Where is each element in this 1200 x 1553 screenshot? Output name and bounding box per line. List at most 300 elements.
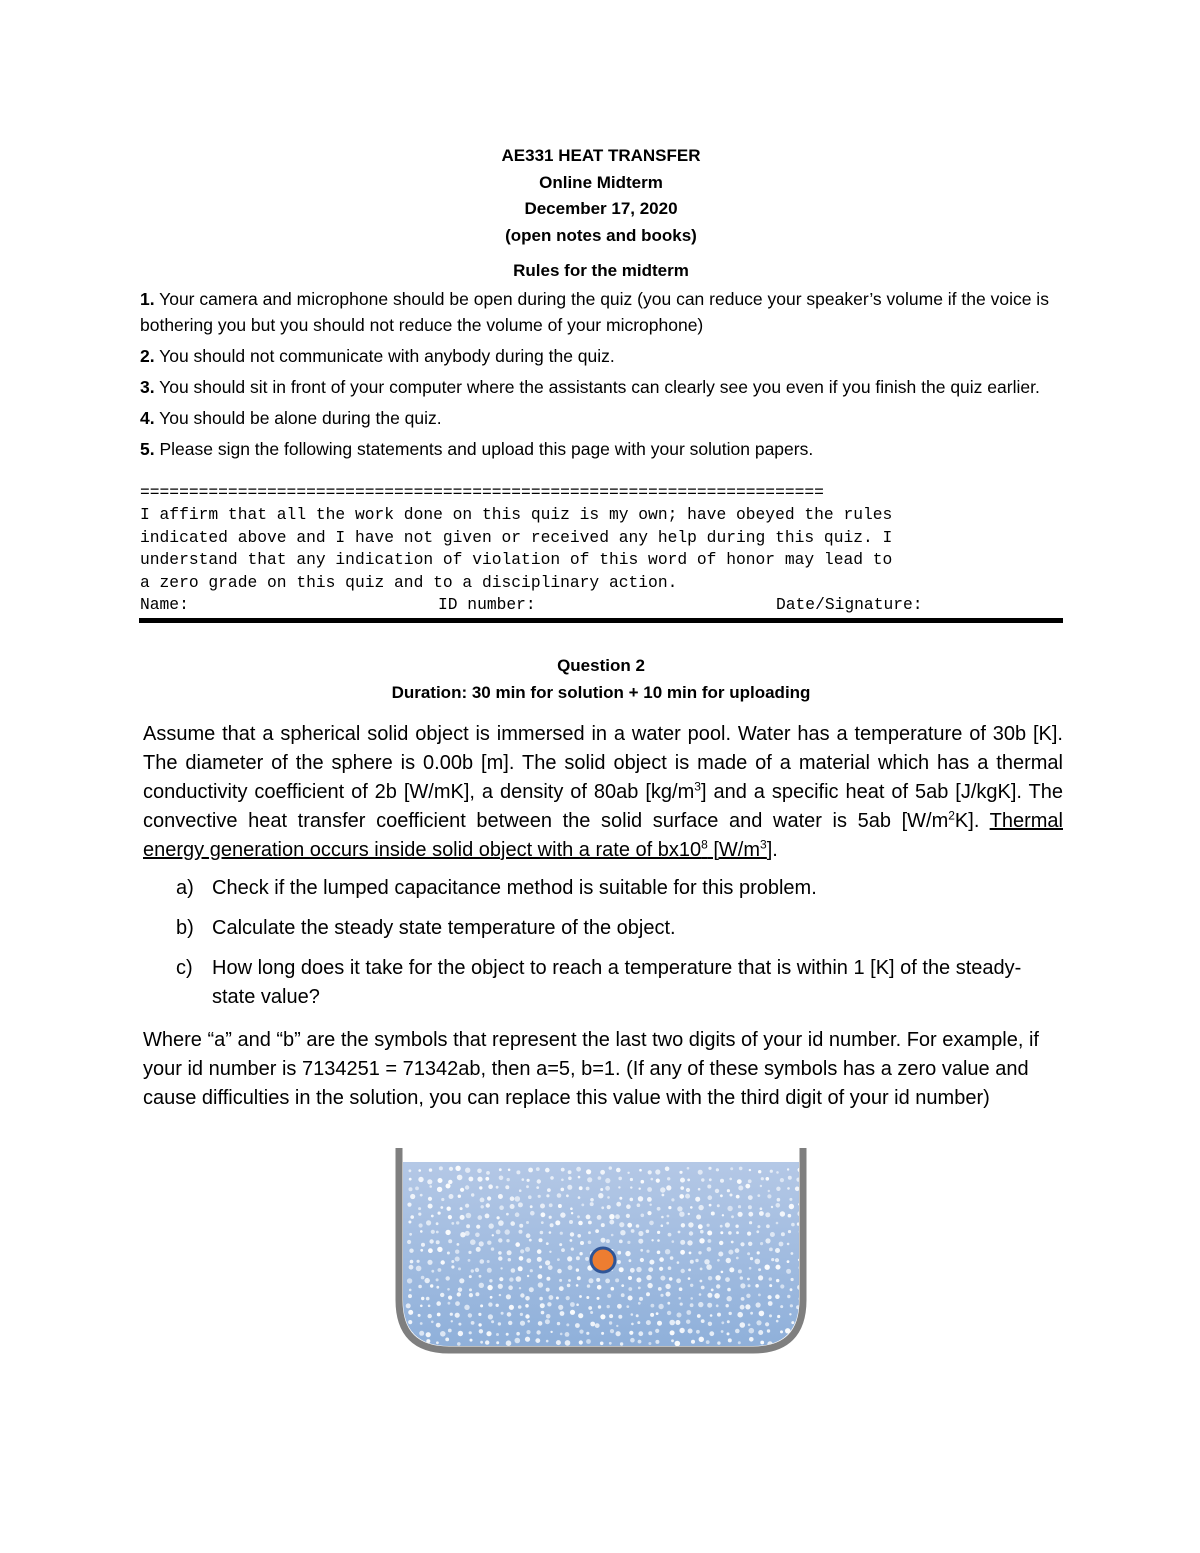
bubble bbox=[680, 1250, 685, 1255]
bubble bbox=[607, 1196, 610, 1199]
bubble bbox=[727, 1320, 730, 1323]
bubble bbox=[410, 1260, 414, 1264]
bubble bbox=[725, 1277, 730, 1282]
bubble bbox=[448, 1180, 452, 1184]
bubble bbox=[459, 1278, 464, 1283]
bubble bbox=[465, 1231, 470, 1236]
bubble bbox=[660, 1294, 663, 1297]
bubble bbox=[655, 1169, 660, 1174]
bubble bbox=[609, 1321, 612, 1324]
bubble bbox=[468, 1313, 472, 1317]
bubble bbox=[451, 1260, 454, 1263]
bubble bbox=[688, 1269, 691, 1272]
bubble bbox=[686, 1320, 690, 1324]
exam-note: (open notes and books) bbox=[505, 225, 697, 245]
bubble bbox=[505, 1185, 509, 1189]
bubble bbox=[436, 1286, 439, 1289]
bubble bbox=[587, 1284, 590, 1287]
bubble bbox=[555, 1220, 560, 1225]
bubble bbox=[720, 1179, 724, 1183]
bubble bbox=[735, 1248, 740, 1253]
bubble bbox=[407, 1240, 411, 1244]
bubble bbox=[709, 1204, 712, 1207]
bubble bbox=[580, 1241, 584, 1245]
bubble bbox=[601, 1206, 604, 1209]
bubble bbox=[527, 1275, 529, 1277]
bubble bbox=[789, 1313, 791, 1315]
bubble bbox=[720, 1225, 723, 1228]
bubble bbox=[490, 1296, 493, 1299]
bubble bbox=[756, 1302, 761, 1307]
bubble bbox=[518, 1202, 523, 1207]
bubble bbox=[650, 1204, 652, 1206]
bubble bbox=[776, 1265, 781, 1270]
bubble bbox=[609, 1166, 612, 1169]
bubble bbox=[568, 1279, 571, 1282]
bubble bbox=[455, 1166, 460, 1171]
bubble bbox=[708, 1167, 711, 1170]
bubble bbox=[549, 1231, 552, 1234]
bubble bbox=[507, 1250, 512, 1255]
exam-type: Online Midterm bbox=[539, 172, 663, 192]
bubble bbox=[557, 1269, 562, 1274]
bubble bbox=[557, 1258, 560, 1261]
bubble bbox=[575, 1323, 580, 1328]
bubble bbox=[598, 1193, 603, 1198]
bubble bbox=[538, 1195, 541, 1198]
bubble bbox=[666, 1222, 669, 1225]
bubble bbox=[736, 1231, 739, 1234]
bubble bbox=[638, 1196, 643, 1201]
bubble bbox=[679, 1328, 684, 1333]
bubble bbox=[771, 1258, 774, 1261]
bubble bbox=[568, 1170, 572, 1174]
bubble bbox=[407, 1203, 411, 1207]
bubble bbox=[456, 1221, 459, 1224]
bubble bbox=[626, 1214, 630, 1218]
bubble bbox=[738, 1186, 743, 1191]
bubble bbox=[457, 1243, 460, 1246]
bubble bbox=[605, 1186, 610, 1191]
bubble bbox=[499, 1168, 502, 1171]
bubble bbox=[737, 1312, 743, 1318]
bubble bbox=[448, 1329, 452, 1333]
bubble bbox=[448, 1215, 452, 1219]
bubble bbox=[607, 1294, 611, 1298]
bubble bbox=[418, 1213, 421, 1216]
bubble bbox=[499, 1277, 503, 1281]
bubble bbox=[528, 1168, 533, 1173]
bubble bbox=[649, 1260, 654, 1265]
bubble bbox=[536, 1186, 539, 1189]
bubble bbox=[647, 1187, 652, 1192]
bubble bbox=[708, 1276, 712, 1280]
bubble bbox=[586, 1187, 590, 1191]
bubble bbox=[469, 1331, 472, 1334]
bubble bbox=[618, 1315, 622, 1319]
bubble bbox=[550, 1176, 554, 1180]
rule-item: 1. Your camera and microphone should be open during the quiz (you can reduce your speaker’s volume if the voice is bothering you but you should not reduce the volume of your microphone) bbox=[140, 289, 1049, 335]
bubble bbox=[535, 1338, 540, 1343]
bubble bbox=[781, 1232, 785, 1236]
bubble bbox=[597, 1285, 602, 1290]
bubble bbox=[436, 1231, 439, 1234]
bubble bbox=[428, 1314, 432, 1318]
bubble bbox=[506, 1333, 509, 1336]
bubble bbox=[648, 1267, 653, 1272]
bubble bbox=[638, 1331, 643, 1336]
bubble bbox=[677, 1206, 682, 1211]
bubble bbox=[438, 1268, 442, 1272]
bubble bbox=[446, 1184, 451, 1189]
bubble bbox=[600, 1314, 605, 1319]
bubble bbox=[545, 1260, 550, 1265]
bubble bbox=[748, 1195, 753, 1200]
bubble bbox=[541, 1212, 546, 1217]
bubble bbox=[431, 1215, 434, 1218]
bubble bbox=[718, 1252, 723, 1257]
bubble bbox=[727, 1332, 730, 1335]
bubble bbox=[616, 1168, 621, 1173]
bubble bbox=[729, 1312, 732, 1315]
bubble bbox=[609, 1214, 614, 1219]
bubble bbox=[486, 1171, 490, 1175]
bubble bbox=[698, 1224, 703, 1229]
bubble bbox=[760, 1341, 764, 1345]
bubble bbox=[600, 1188, 603, 1191]
bubble bbox=[438, 1178, 443, 1183]
bubble bbox=[439, 1166, 443, 1170]
bubble bbox=[667, 1302, 670, 1305]
bubble bbox=[700, 1230, 704, 1234]
problem-statement: Assume that a spherical solid object is immersed in a water pool. Water has a temperature of 30b [K]. The diameter of the sphere is 0.00b [m]. The solid object is made of a material which has a thermal conductivity coefficient of 2b [W/mK], a density of 80ab $[kg/m^3]$ and a specific heat of 5ab [J/kgK]. The convective heat transfer coefficient between the solid surface and water is 5ab $[W/m^2K]$. Thermal energy generation occurs inside solid object with a rate of $bx10^8$ $[W/m^3]$. bbox=[143, 723, 1063, 861]
bubble bbox=[791, 1252, 794, 1255]
bubble bbox=[669, 1277, 673, 1281]
bubble bbox=[429, 1168, 432, 1171]
id-digit-explanation: Where “a” and “b” are the symbols that represent the last two digits of your id number. For example, if your id number is 7134251 = 71342ab, then a=5, b=1. (If any of these symbols has a zero value and cause difficulties in the solution, you can replace this value with the third digit of your id number) bbox=[143, 1029, 1039, 1109]
bubble bbox=[561, 1248, 565, 1252]
bubble bbox=[471, 1269, 474, 1272]
bubble bbox=[445, 1338, 449, 1342]
bubble bbox=[641, 1180, 645, 1184]
bubble bbox=[579, 1252, 582, 1255]
bubble bbox=[507, 1312, 512, 1317]
bubble bbox=[426, 1332, 431, 1337]
bubble bbox=[760, 1207, 763, 1210]
bubble bbox=[715, 1275, 720, 1280]
bubble bbox=[745, 1184, 750, 1189]
affirmation-line: indicated above and I have not given or received any help during this quiz. I bbox=[140, 527, 893, 547]
bubble bbox=[748, 1205, 752, 1209]
bubble bbox=[566, 1296, 570, 1300]
bubble bbox=[511, 1268, 516, 1273]
bubble bbox=[646, 1250, 649, 1253]
question-part: a) Check if the lumped capacitance method is suitable for this problem. bbox=[176, 877, 817, 899]
bubble bbox=[640, 1258, 644, 1262]
bubble bbox=[709, 1331, 714, 1336]
bubble bbox=[679, 1171, 682, 1174]
bubble bbox=[636, 1224, 640, 1228]
bubble bbox=[515, 1338, 521, 1344]
bubble bbox=[616, 1331, 621, 1336]
bubble bbox=[757, 1194, 760, 1197]
bubble bbox=[436, 1278, 439, 1281]
question-parts bbox=[176, 874, 1056, 1023]
bubble bbox=[788, 1214, 792, 1218]
bubble bbox=[528, 1195, 532, 1199]
bubble bbox=[492, 1234, 494, 1236]
bubble bbox=[440, 1206, 443, 1209]
bubble bbox=[741, 1297, 745, 1301]
bubble bbox=[590, 1202, 594, 1206]
bubble bbox=[506, 1239, 509, 1242]
bubble bbox=[549, 1216, 552, 1219]
bubble bbox=[496, 1333, 499, 1336]
bubble bbox=[556, 1297, 559, 1300]
bubble bbox=[455, 1313, 460, 1318]
bubble bbox=[428, 1248, 433, 1253]
bubble bbox=[409, 1187, 413, 1191]
bubble bbox=[740, 1283, 745, 1288]
bubble bbox=[488, 1184, 493, 1189]
bubble bbox=[448, 1302, 451, 1305]
bubble bbox=[788, 1176, 792, 1180]
bubble bbox=[668, 1266, 672, 1270]
bubble bbox=[410, 1194, 415, 1199]
affirmation-line: a zero grade on this quiz and to a disciplinary action. bbox=[140, 572, 678, 592]
bubble bbox=[727, 1206, 732, 1211]
bubble bbox=[650, 1313, 654, 1317]
affirmation-statement bbox=[140, 482, 1062, 594]
bubble bbox=[427, 1179, 432, 1184]
bubble bbox=[776, 1222, 779, 1225]
bubble bbox=[628, 1276, 632, 1280]
bubble bbox=[616, 1202, 621, 1207]
bubble bbox=[780, 1178, 784, 1182]
bubble bbox=[447, 1288, 450, 1291]
bubble bbox=[791, 1278, 794, 1281]
bubble bbox=[579, 1186, 583, 1190]
bubble bbox=[576, 1284, 579, 1287]
bubble bbox=[699, 1293, 702, 1296]
bubble bbox=[498, 1284, 503, 1289]
bubble bbox=[714, 1293, 720, 1299]
bubble bbox=[522, 1178, 525, 1181]
bubble bbox=[516, 1170, 520, 1174]
bubble bbox=[530, 1211, 535, 1216]
bubble bbox=[498, 1194, 503, 1199]
bubble bbox=[657, 1251, 661, 1255]
bubble bbox=[565, 1332, 570, 1337]
bubble bbox=[747, 1232, 751, 1236]
bubble bbox=[738, 1212, 743, 1217]
bubble bbox=[647, 1283, 652, 1288]
bubble bbox=[627, 1241, 630, 1244]
bubble bbox=[620, 1342, 623, 1345]
bubble bbox=[701, 1286, 705, 1290]
bubble bbox=[477, 1177, 482, 1182]
bubble bbox=[661, 1216, 664, 1219]
bubble bbox=[421, 1243, 425, 1247]
bubble bbox=[471, 1321, 475, 1325]
bubble bbox=[460, 1215, 465, 1220]
bubble bbox=[605, 1279, 610, 1284]
bubble bbox=[722, 1214, 724, 1216]
bubble bbox=[537, 1257, 542, 1262]
bubble bbox=[420, 1305, 423, 1308]
bubble bbox=[788, 1230, 791, 1233]
bubble bbox=[668, 1233, 672, 1237]
bubble bbox=[476, 1225, 480, 1229]
bubble bbox=[557, 1193, 562, 1198]
bubble bbox=[408, 1221, 411, 1224]
bubble bbox=[689, 1231, 693, 1235]
bubble bbox=[418, 1169, 421, 1172]
bubble bbox=[426, 1220, 431, 1225]
bubble bbox=[568, 1265, 573, 1270]
bubble bbox=[506, 1340, 512, 1346]
bubble bbox=[730, 1194, 733, 1197]
bubble bbox=[677, 1261, 680, 1264]
bubble bbox=[507, 1178, 510, 1181]
bubble bbox=[708, 1239, 712, 1243]
bubble bbox=[657, 1231, 660, 1234]
bubble bbox=[738, 1205, 741, 1208]
bubble bbox=[409, 1289, 412, 1292]
bubble bbox=[440, 1293, 444, 1297]
bubble bbox=[469, 1288, 472, 1291]
bubble bbox=[485, 1214, 490, 1219]
bubble bbox=[449, 1167, 453, 1171]
bubble bbox=[460, 1188, 464, 1192]
bubble bbox=[539, 1238, 543, 1242]
bubble bbox=[449, 1194, 454, 1199]
bubble bbox=[541, 1311, 545, 1315]
bubble bbox=[687, 1240, 692, 1245]
bubble bbox=[688, 1277, 691, 1280]
bubble bbox=[701, 1319, 705, 1323]
bubble bbox=[688, 1213, 690, 1215]
bubble bbox=[680, 1240, 685, 1245]
affirmation-line: I affirm that all the work done on this quiz is my own; have obeyed the rules bbox=[140, 505, 893, 525]
bubble bbox=[747, 1278, 750, 1281]
bubble bbox=[717, 1313, 721, 1317]
bubble bbox=[418, 1285, 422, 1289]
bubble bbox=[571, 1212, 573, 1214]
bubble bbox=[526, 1258, 531, 1263]
bubble bbox=[529, 1287, 534, 1292]
exam-date: December 17, 2020 bbox=[524, 199, 678, 218]
bubble bbox=[686, 1310, 691, 1315]
bubble bbox=[496, 1304, 499, 1307]
bubble bbox=[658, 1304, 663, 1309]
bubble bbox=[758, 1294, 761, 1297]
bubble bbox=[630, 1198, 634, 1202]
bubble bbox=[668, 1206, 671, 1209]
bubble bbox=[631, 1229, 635, 1233]
bubble bbox=[567, 1256, 572, 1261]
bubble bbox=[700, 1268, 703, 1271]
affirmation-line: understand that any indication of violation of this word of honor may lead to bbox=[140, 550, 893, 570]
bubble bbox=[409, 1169, 412, 1172]
bubble bbox=[465, 1204, 469, 1208]
bubble bbox=[558, 1305, 563, 1310]
bubble bbox=[577, 1215, 580, 1218]
bubble bbox=[775, 1248, 780, 1253]
bubble bbox=[441, 1198, 444, 1201]
bubble bbox=[457, 1175, 463, 1181]
bubble bbox=[768, 1301, 773, 1306]
bubble bbox=[699, 1238, 704, 1243]
bubble bbox=[740, 1276, 743, 1279]
bubble bbox=[636, 1314, 639, 1317]
bubble bbox=[440, 1331, 446, 1337]
bubble bbox=[629, 1259, 632, 1262]
bubble bbox=[756, 1230, 759, 1233]
bubble bbox=[749, 1169, 751, 1171]
bubble bbox=[627, 1172, 629, 1174]
question-title: Question 2 bbox=[557, 656, 645, 675]
bubble bbox=[738, 1269, 742, 1273]
bubble bbox=[770, 1170, 773, 1173]
bubble bbox=[648, 1170, 652, 1174]
bubble bbox=[546, 1314, 551, 1319]
bubble bbox=[611, 1234, 614, 1237]
bubble bbox=[662, 1194, 665, 1197]
bubble bbox=[672, 1240, 675, 1243]
bubble bbox=[417, 1260, 420, 1263]
bubble bbox=[766, 1177, 770, 1181]
bubble bbox=[519, 1256, 524, 1261]
bubble bbox=[576, 1167, 581, 1172]
bubble bbox=[540, 1303, 545, 1308]
bubble bbox=[546, 1288, 550, 1292]
bubble bbox=[431, 1230, 435, 1234]
bubble bbox=[408, 1294, 412, 1298]
bubble bbox=[769, 1284, 772, 1287]
bubble bbox=[598, 1305, 601, 1308]
bubble bbox=[536, 1330, 540, 1334]
bubble bbox=[506, 1213, 509, 1216]
bubble bbox=[530, 1269, 533, 1272]
bubble bbox=[451, 1265, 454, 1268]
bubble bbox=[570, 1239, 573, 1242]
bubble bbox=[711, 1212, 715, 1216]
bubble bbox=[670, 1330, 675, 1335]
bubble bbox=[480, 1259, 485, 1264]
bubble bbox=[649, 1221, 654, 1226]
bubble bbox=[611, 1287, 615, 1291]
bubble bbox=[720, 1231, 723, 1234]
bubble bbox=[518, 1266, 523, 1271]
bubble bbox=[679, 1212, 684, 1217]
bubble bbox=[777, 1315, 780, 1318]
bubble bbox=[458, 1267, 461, 1270]
bubble bbox=[458, 1288, 462, 1292]
id-number-label: ID number: bbox=[438, 595, 536, 614]
bubble bbox=[426, 1339, 430, 1343]
bubble bbox=[758, 1275, 763, 1280]
bubble bbox=[448, 1239, 452, 1243]
bubble bbox=[627, 1223, 632, 1228]
bubble bbox=[581, 1204, 584, 1207]
bubble bbox=[749, 1328, 755, 1334]
rule-item: 5. Please sign the following statements and upload this page with your solution papers. bbox=[140, 439, 814, 459]
bubble bbox=[447, 1252, 450, 1255]
date-signature-label: Date/Signature: bbox=[776, 595, 923, 614]
bubble bbox=[590, 1311, 593, 1314]
bubble bbox=[479, 1275, 482, 1278]
